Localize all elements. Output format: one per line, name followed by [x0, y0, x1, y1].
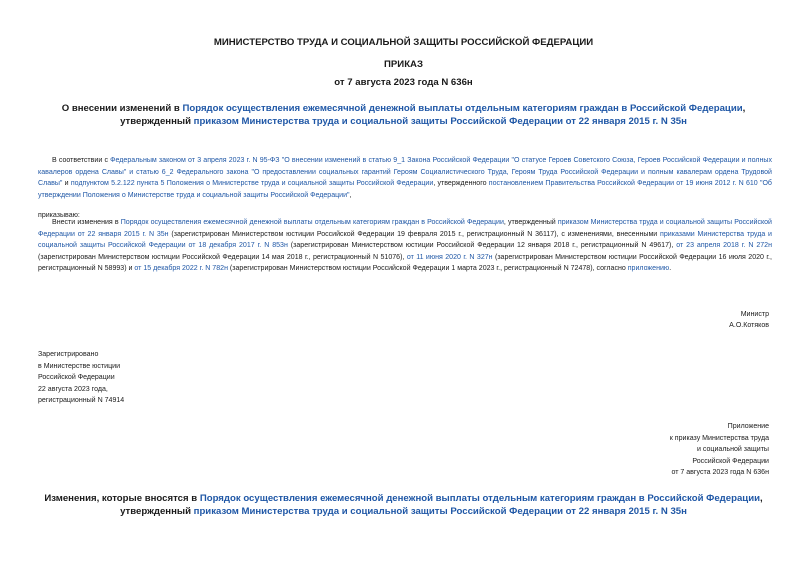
title-prefix: О внесении изменений в [61, 103, 183, 114]
changes-prefix: Изменения, которые вносятся в [44, 493, 200, 504]
registration-line: регистрационный N 74914 [38, 397, 125, 405]
preamble-paragraph [38, 155, 772, 201]
changes-link-order[interactable]: приказом Министерства труда и социальной защиты Российской Федерации от 22 января 2015 г. N 35н [193, 506, 687, 517]
order-text: (зарегистрирован Министерством юстиции Российской Федерации 19 февраля 2015 г., регистрационный N 36117), с изменениями, внесенными [168, 230, 661, 238]
registration-block [38, 349, 238, 407]
order-text: , утвержденный [503, 219, 558, 226]
link-order-782n[interactable]: от 15 декабря 2022 г. N 782н [134, 265, 228, 273]
document-type: ПРИКАЗ [384, 59, 423, 70]
preamble-text: В соответствии с [52, 157, 111, 164]
link-government-decree-610[interactable]: постановлением Правительства Российской Федерации от 19 июня 2012 г. N 610 "Об утверждении Положения о Министерстве труда и социальной защиты Российской Федерации" [38, 180, 772, 199]
preamble-text: и [62, 180, 71, 188]
appendix-line: и социальной защиты [697, 446, 769, 454]
order-word: приказываю: [38, 212, 80, 219]
link-order-35n[interactable]: приказом Министерства труда и социальной защиты Российской Федерации от 22 января 2015 г. N 35н [38, 219, 772, 238]
link-order-327n[interactable]: от 11 июня 2020 г. N 327н [406, 253, 493, 261]
link-federal-law-95fz[interactable]: Федеральным законом от 3 апреля 2023 г. N 95-ФЗ "О внесении изменений в статью 9_1 Закона Российской Федерации "О статусе Героев Советского Союза, Героев Российской Федерации и полных кавалеров ордена Славы" и статью 6_2 Федерального закона "О предоставлении социальных гарантий Героям Социалистического Труда, Героям Труда Российской Федерации и полным кавалерам ордена Трудовой Славы" [38, 157, 772, 188]
registration-line: Российской Федерации [38, 374, 115, 382]
order-text: (зарегистрирован Министерством юстиции Российской Федерации 16 июля 2020 г., регистрационный N 58993) и [38, 253, 772, 273]
link-procedure[interactable]: Порядок осуществления ежемесячной денежной выплаты отдельным категориям граждан в Российской Федерации [120, 219, 504, 226]
preamble-text: , утвержденного [433, 180, 489, 188]
order-text: (зарегистрирован Министерством юстиции Российской Федерации 14 мая 2018 г., регистрационный N 51076), [38, 253, 407, 261]
title-link-order[interactable]: приказом Министерства труда и социальной защиты Российской Федерации от 22 января 2015 г. N 35н [193, 116, 687, 127]
registration-line: 22 августа 2023 года, [38, 385, 108, 393]
title-link-procedure[interactable]: Порядок осуществления ежемесячной денежной выплаты отдельным категориям граждан в Российской Федерации [182, 103, 743, 114]
appendix-line: Российской Федерации [692, 457, 769, 465]
order-text: . [669, 265, 672, 273]
registration-line: Зарегистрировано [38, 351, 99, 358]
appendix-line: Приложение [727, 423, 769, 430]
changes-link-procedure[interactable]: Порядок осуществления ежемесячной денежной выплаты отдельным категориям граждан в Российской Федерации [199, 493, 760, 504]
signatory-name: А.О.Котяков [729, 322, 769, 329]
order-text: (зарегистрирован Министерством юстиции Российской Федерации 12 января 2018 г., регистрационный N 49617), [287, 242, 677, 250]
appendix-line: к приказу Министерства труда [669, 434, 769, 442]
order-text: (зарегистрирован Министерством юстиции Российской Федерации 1 марта 2023 г., регистрационный N 72478), согласно [227, 265, 628, 273]
link-order-272n[interactable]: от 23 апреля 2018 г. N 272н [676, 242, 772, 250]
changes-middle: , утвержденный [120, 493, 763, 517]
appendix-block [519, 421, 769, 479]
link-subpoint-5-2-122[interactable]: подпунктом 5.2.122 пункта 5 Положения о Министерстве труда и социальной защиты Российской Федерации [70, 180, 434, 188]
registration-line: в Министерстве юстиции [38, 362, 121, 370]
appendix-line: от 7 августа 2023 года N 636н [671, 469, 769, 477]
order-paragraph [38, 217, 772, 275]
changes-title [36, 492, 771, 518]
link-order-853n[interactable]: приказами Министерства труда и социальной защиты Российской Федерации от 18 декабря 2017 г. N 853н [38, 230, 772, 250]
link-appendix[interactable]: приложению [627, 265, 670, 273]
title-middle: , утвержденный [120, 103, 746, 127]
document-date-number: от 7 августа 2023 года N 636н [334, 77, 473, 88]
order-text: Внести изменения в [52, 219, 121, 226]
preamble-text: , [349, 191, 352, 199]
document-title [40, 102, 767, 128]
signatory-position: Министр [740, 311, 769, 318]
ministry-header: МИНИСТЕРСТВО ТРУДА И СОЦИАЛЬНОЙ ЗАЩИТЫ РОССИЙСКОЙ ФЕДЕРАЦИИ [213, 37, 594, 48]
